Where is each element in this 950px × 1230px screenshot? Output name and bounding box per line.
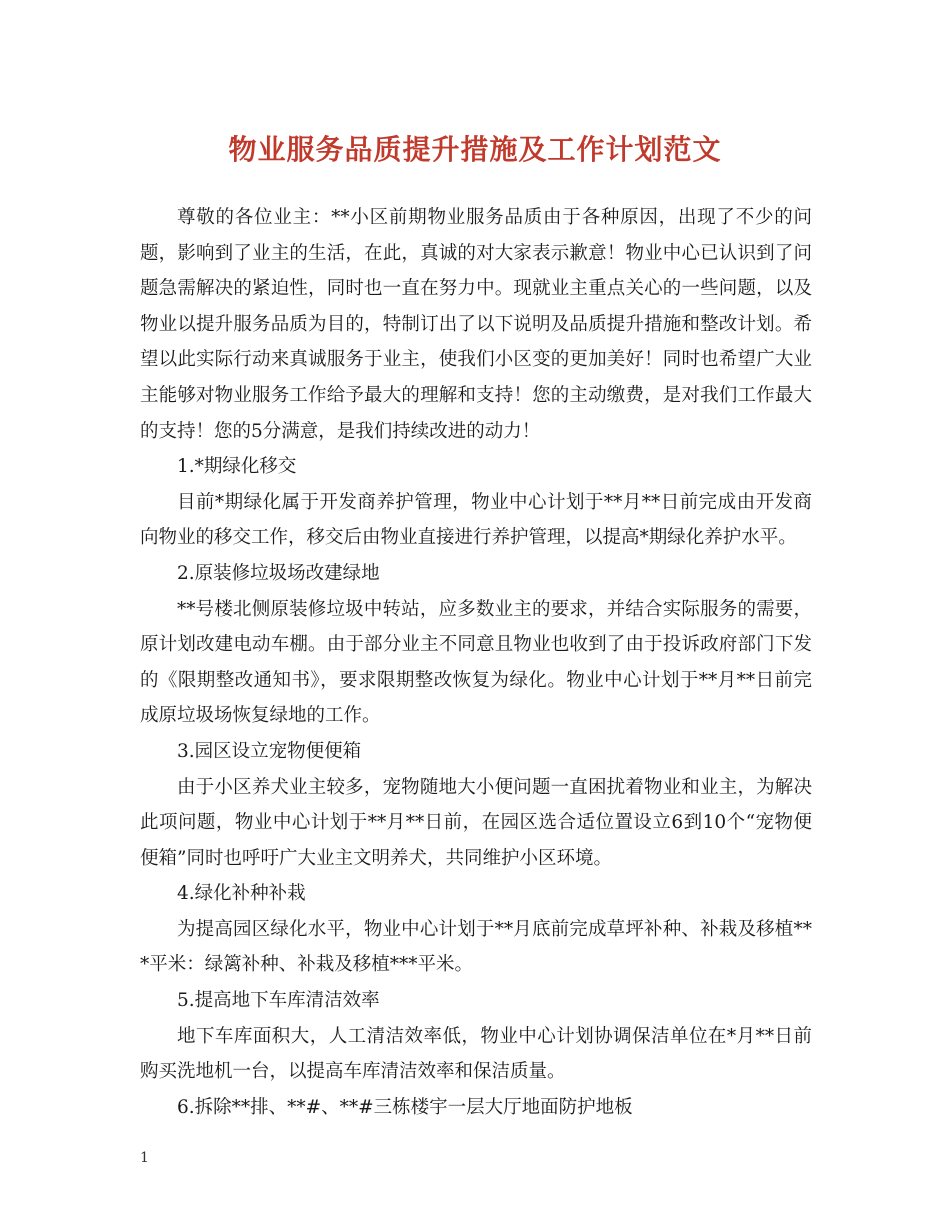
section-paragraph-1: 目前*期绿化属于开发商养护管理，物业中心计划于**月**日前完成由开发商向物业的移交工作，移交后由物业直接进行养护管理，以提高*期绿化养护水平。 [140,491,812,549]
page-number: 1 [140,1150,149,1166]
section-paragraph-2: **号楼北侧原装修垃圾中转站，应多数业主的要求，并结合实际服务的需要，原计划改建电动车棚。由于部分业主不同意且物业也收到了由于投诉政府部门下发的《限期整改通知书》，要求限期整改恢复为绿化。物业中心计划于**月**日前完成原垃圾场恢复绿地的工作。 [140,598,812,727]
section-paragraph-3: 由于小区养犬业主较多，宠物随地大小便问题一直困扰着物业和业主，为解决此项问题，物业中心计划于**月**日前，在园区选合适位置设立6到10个“宠物便便箱”同时也呼吁广大业主文明养犬，共同维护小区环境。 [140,776,812,869]
document-title: 物业服务品质提升措施及工作计划范文 [228,133,722,166]
section-heading-5: 5.提高地下车库清洁效率 [177,990,380,1012]
section-paragraph-4: 为提高园区绿化水平，物业中心计划于**月底前完成草坪补种、补栽及移植***平米：绿篱补种、补栽及移植***平米。 [140,918,812,976]
section-heading-4: 4.绿化补种补栽 [177,883,306,905]
section-heading-3: 3.园区设立宠物便便箱 [177,740,362,762]
section-heading-6: 6.拆除**排、**#、**#三栋楼宇一层大厅地面防护地板 [177,1096,633,1118]
section-heading-1: 1.*期绿化移交 [177,456,297,478]
intro-paragraph: 尊敬的各位业主：**小区前期物业服务品质由于各种原因，出现了不少的问题，影响到了业主的生活，在此，真诚的对大家表示歉意！物业中心已认识到了问题急需解决的紧迫性，同时也一直在努力中。现就业主重点关心的一些问题，以及物业以提升服务品质为目的，特制订出了以下说明及品质提升措施和整改计划。希望以此实际行动来真诚服务于业主，使我们小区变的更加美好！同时也希望广大业主能够对物业服务工作给予最大的理解和支持！您的主动缴费，是对我们工作最大的支持！您的5分满意，是我们持续改进的动力！ [140,207,812,442]
section-heading-2: 2.原装修垃圾场改建绿地 [177,562,380,584]
section-paragraph-5: 地下车库面积大，人工清洁效率低，物业中心计划协调保洁单位在*月**日前购买洗地机一台，以提高车库清洁效率和保洁质量。 [140,1025,812,1083]
document-body [140,200,812,1125]
